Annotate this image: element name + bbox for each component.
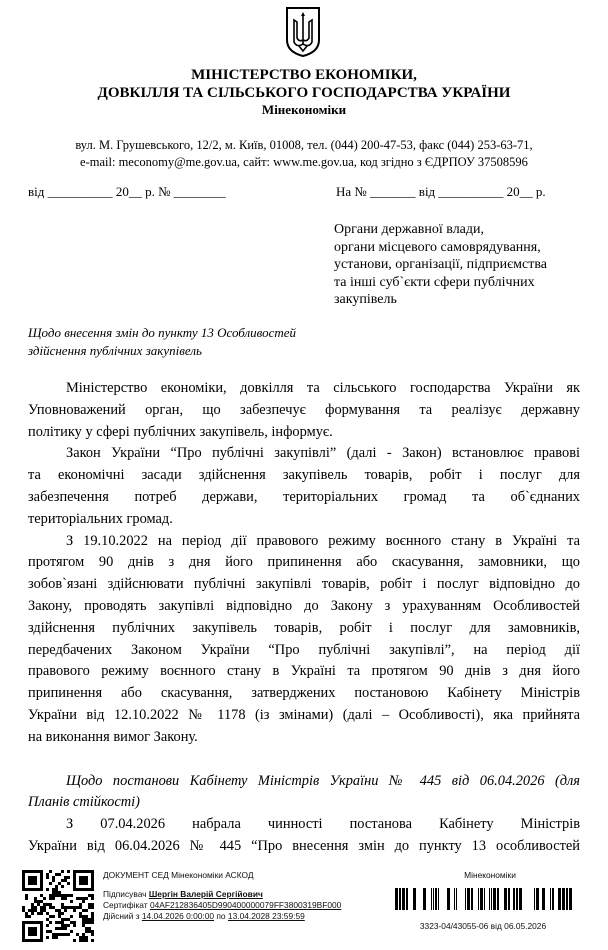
address-line-1: вул. М. Грушевського, 12/2, м. Київ, 01008, тел. (044) 200-47-53, факс (044) 253-63-71, — [75, 138, 533, 152]
recipient-line: установи, організації, підприємства — [334, 257, 547, 272]
cert-value: 04AF212836405D990400000079FF3800319BF000 — [149, 900, 342, 910]
paragraph-line: Уповноважений орган, що забезпечує формування та реалізує державну — [28, 401, 580, 418]
registration-number: 3323-04/43055-06 від 06.05.2026 — [419, 921, 547, 931]
subject-line: здійснення публічних закупівель — [28, 343, 202, 358]
barcode — [384, 888, 582, 910]
section-heading-line: Планів стійкості) — [28, 794, 140, 811]
paragraph-line: та економічні засади здійснення закупівель товарів, робіт і послуг для — [28, 467, 580, 484]
subject-line: Щодо внесення змін до пункту 13 Особливостей — [28, 325, 297, 340]
paragraph-line: Закону, проводять закупівлі відповідно до Закону з урахуванням Особливостей — [28, 597, 580, 614]
paragraph-line: забезпечення потреб держави, територіальних громад та об`єднаних — [28, 488, 580, 505]
signer-name: Шергін Валерій Сергійович — [148, 889, 263, 899]
ministry-name-line2: ДОВКІЛЛЯ ТА СІЛЬСЬКОГО ГОСПОДАРСТВА УКРАЇНИ — [97, 85, 511, 101]
paragraph-line: З 19.10.2022 на період дії правового режиму воєнного стану в Україні та — [66, 532, 580, 549]
recipient-line: органи місцевого самоврядування, — [334, 239, 541, 255]
recipient-line: та інші суб`єкти сфери публічних — [334, 274, 535, 290]
recipient-line: Органи державної влади, — [334, 222, 485, 237]
paragraph-line: З 07.04.2026 набрала чинності постанова Кабінету Міністрів — [66, 816, 580, 833]
org-label: Мінекономіки — [464, 870, 516, 880]
cert-label: Сертифікат — [103, 900, 148, 910]
paragraph-line: на виконання вимог Закону. — [28, 728, 198, 745]
subject-block — [28, 324, 296, 360]
paragraph-line: Міністерство економіки, довкілля та сільського господарства України як — [66, 380, 580, 396]
address-line-2: e-mail: meconomy@me.gov.ua, сайт: www.me.gov.ua, код згідно з ЄДРПОУ 37508596 — [80, 155, 528, 169]
paragraph-line: зобов`язані здійснювати публічні закупівлі товарів, робіт і послуг відповідно до — [28, 576, 580, 593]
section-heading-line: Щодо постанови Кабінету Міністрів України № 445 від 06.04.2026 (для — [66, 772, 580, 789]
paragraph-line: України від 12.10.2022 № 1178 (із змінами) (далі – Особливості), яка прийнята — [28, 706, 580, 723]
ministry-short-name: Мінекономіки — [261, 102, 347, 117]
paragraph-line: України від 06.04.2026 № 445 “Про внесення змін до пункту 13 особливостей — [28, 837, 580, 854]
paragraph-line: здійснення публічних закупівель товарів, робіт і послуг для замовників, — [28, 619, 580, 636]
outgoing-registration: від __________ 20__ р. № ________ — [28, 184, 226, 199]
paragraph-line: політику у сфері публічних закупівель, інформує. — [28, 423, 333, 440]
doc-system-label: ДОКУМЕНТ СЕД Мінекономіки АСКОД — [103, 870, 254, 880]
paragraph-line: протягом 90 днів з дня його припинення або скасування, замовники, що — [28, 554, 580, 571]
recipient-line: закупівель — [334, 292, 397, 307]
valid-from: 14.04.2026 0:00:00 — [141, 911, 215, 921]
valid-to: 13.04.2028 23:59:59 — [227, 911, 305, 921]
letter-body — [28, 378, 580, 858]
signer-label: Підписувач — [103, 889, 147, 899]
paragraph-line: територіальних громад. — [28, 510, 173, 527]
paragraph-line: правового режиму воєнного стану в Україні та протягом 90 днів з дня його — [28, 663, 580, 680]
valid-to-label: по — [216, 911, 226, 921]
paragraph-line: Закон України “Про публічні закупівлі” (далі - Закон) встановлює правові — [66, 445, 580, 462]
incoming-registration: На № _______ від __________ 20__ р. — [336, 184, 546, 199]
recipients-block — [334, 221, 547, 309]
ministry-name-line1: МІНІСТЕРСТВО ЕКОНОМІКИ, — [191, 67, 417, 83]
qr-code — [22, 870, 94, 942]
esignature-block — [103, 870, 373, 922]
paragraph-line: передбачених Законом України “Про публічні закупівлі”, на період дії — [28, 641, 580, 658]
valid-from-label: Дійсний з — [103, 911, 140, 921]
paragraph-line: припинення або скасування, затверджених постановою Кабінету Міністрів — [28, 685, 580, 702]
coat-of-arms-icon — [285, 6, 321, 58]
